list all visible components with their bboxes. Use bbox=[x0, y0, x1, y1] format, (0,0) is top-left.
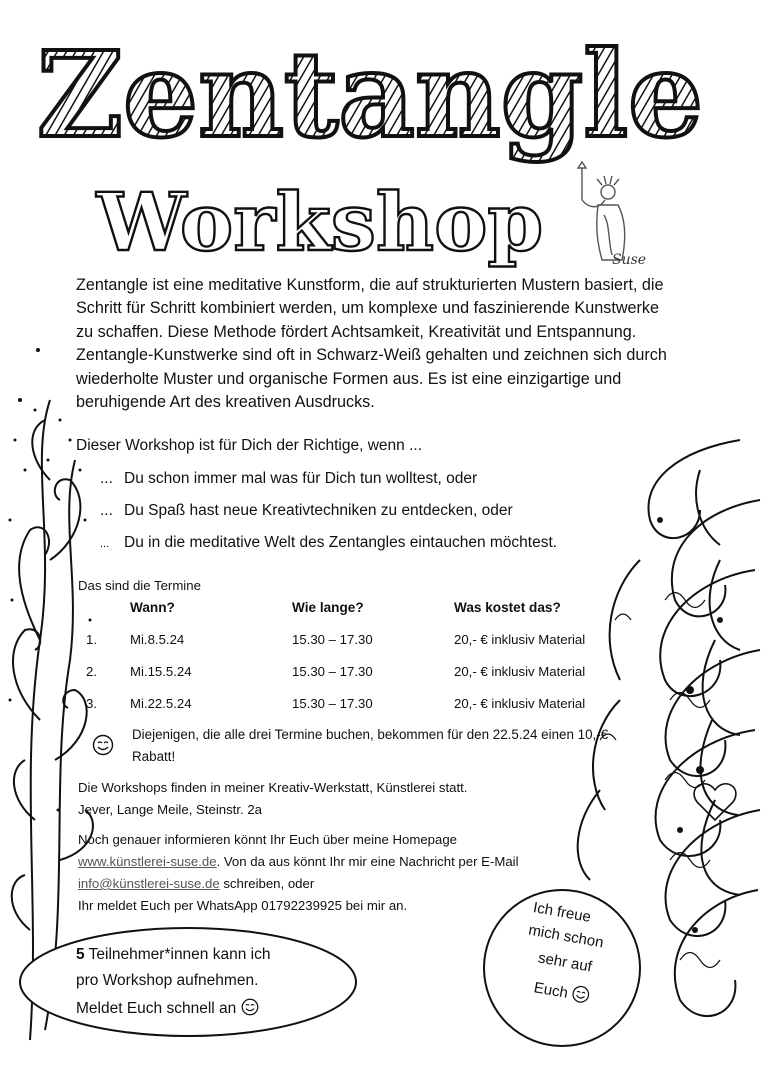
list-item: ... Du in die meditative Welt des Zentangles eintauchen möchtest. bbox=[100, 534, 558, 551]
title-zentangle bbox=[36, 25, 704, 168]
contact-line: info@künstlerei-suse.de schreiben, oder bbox=[78, 876, 315, 891]
table-cell-time: 15.30 – 17.30 bbox=[292, 664, 373, 679]
smiley-icon bbox=[92, 734, 114, 756]
list-item: ... Du schon immer mal was für Dich tun wolltest, oder bbox=[100, 470, 478, 487]
header-duration: Wie lange? bbox=[292, 600, 364, 615]
homepage-link[interactable]: www.künstlerei-suse.de bbox=[78, 854, 217, 869]
table-cell-price: 20,- € inklusiv Material bbox=[454, 664, 586, 679]
table-cell-date: Mi.22.5.24 bbox=[130, 696, 192, 711]
discount-note: Diejenigen, die alle drei Termine buchen, bekommen für den 22.5.24 einen 10,-€ Rabatt! bbox=[132, 727, 609, 764]
whatsapp-line: Ihr meldet Euch per WhatsApp 01792239925 bei mir an. bbox=[78, 898, 408, 913]
contact-line: Noch genauer informieren könnt Ihr Euch über meine Homepage bbox=[78, 832, 457, 847]
contact-line: www.künstlerei-suse.de. Von da aus könnt Ihr mir eine Nachricht per E-Mail bbox=[78, 854, 519, 869]
lead-sentence: Dieser Workshop ist für Dich der Richtige, wenn ... bbox=[76, 437, 423, 454]
list-item: ... Du Spaß hast neue Kreativtechniken zu entdecken, oder bbox=[100, 502, 513, 519]
oval-line: pro Workshop aufnehmen. bbox=[76, 972, 259, 989]
statue-of-liberty-logo bbox=[560, 160, 647, 270]
table-cell-num: 3. bbox=[86, 696, 97, 711]
header-when: Wann? bbox=[130, 600, 175, 615]
table-cell-price: 20,- € inklusiv Material bbox=[454, 696, 586, 711]
table-cell-num: 1. bbox=[86, 632, 97, 647]
svg-text:Zentangle: Zentangle bbox=[36, 25, 704, 164]
table-cell-date: Mi.8.5.24 bbox=[130, 632, 185, 647]
table-cell-num: 2. bbox=[86, 664, 97, 679]
smiley-icon bbox=[241, 998, 259, 1016]
address-line: Jever, Lange Meile, Steinstr. 2a bbox=[78, 802, 262, 817]
svg-text:Workshop: Workshop bbox=[96, 175, 544, 269]
table-cell-time: 15.30 – 17.30 bbox=[292, 696, 373, 711]
title-workshop bbox=[90, 175, 550, 269]
oval-line: Meldet Euch schnell an bbox=[76, 998, 259, 1018]
smiley-icon bbox=[571, 984, 592, 1005]
table-cell-time: 15.30 – 17.30 bbox=[292, 632, 373, 647]
oval-line: 5 Teilnehmer*innen kann ich bbox=[76, 946, 271, 963]
schedule-title: Das sind die Termine bbox=[78, 578, 201, 593]
email-link[interactable]: info@künstlerei-suse.de bbox=[78, 876, 220, 891]
header-price: Was kostet das? bbox=[454, 600, 561, 615]
svg-text:Suse: Suse bbox=[612, 252, 647, 268]
location-line: Die Workshops finden in meiner Kreativ-Werkstatt, Künstlerei statt. bbox=[78, 780, 468, 795]
intro-paragraph: Zentangle ist eine meditative Kunstform, die auf strukturierten Mustern basiert, die Schritt für Schritt kombiniert werden, um komplexe und faszinierende Kunstwerke zu schaffen. Diese Methode fördert Achtsamkeit, Kreativität und Entspannung. Zentangle-Kunstwerke sind oft in Schwarz-Weiß gehalten und zeichnen sich durch wiederholte Muster und organische Formen aus. Es ist eine einzigartige und beruhigende Art des kreativen Ausdrucks. bbox=[76, 276, 667, 412]
table-cell-date: Mi.15.5.24 bbox=[130, 664, 192, 679]
table-cell-price: 20,- € inklusiv Material bbox=[454, 632, 586, 647]
